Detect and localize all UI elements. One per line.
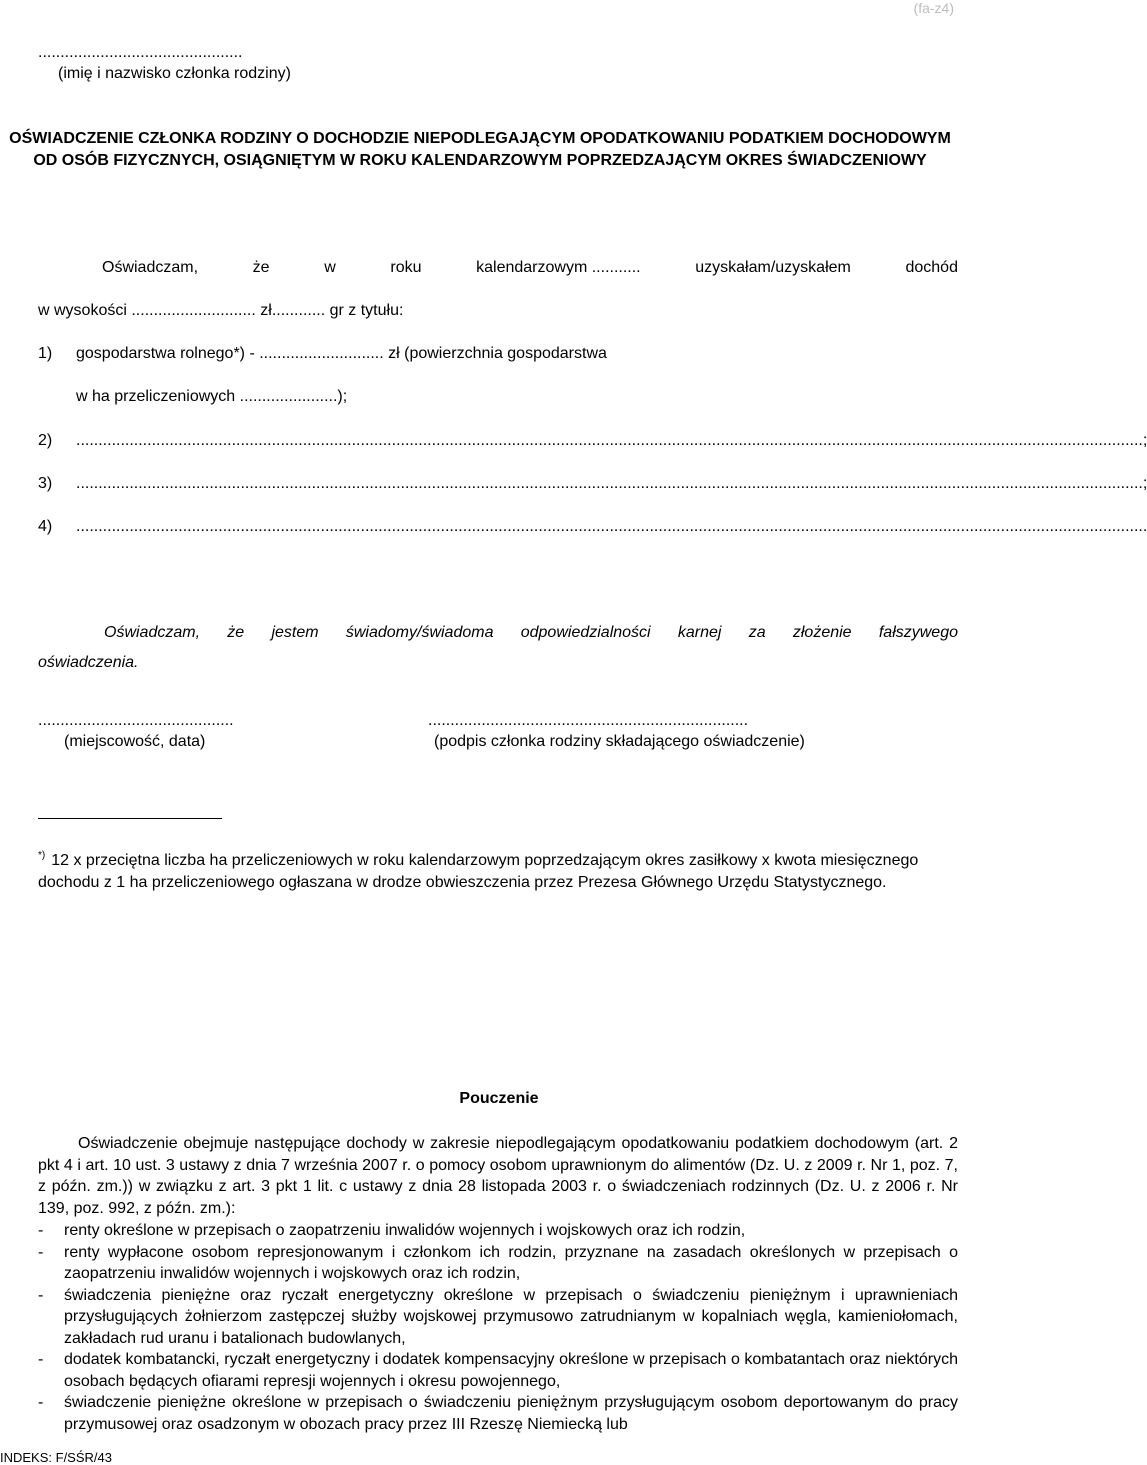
item-dots: ................................................................................................................................................................................................................................................ bbox=[76, 518, 1143, 535]
instruction-heading: Pouczenie bbox=[459, 1090, 539, 1107]
name-caption: (imię i nazwisko członka rodziny) bbox=[58, 65, 291, 82]
word: roku bbox=[390, 259, 422, 276]
form-code-tag: (fa-z4) bbox=[913, 0, 954, 16]
word: jestem bbox=[271, 624, 319, 641]
list-item bbox=[38, 1285, 958, 1350]
word: że bbox=[252, 259, 270, 276]
item-end: . bbox=[1142, 518, 1147, 535]
declaration-line-2: w wysokości ............................ zł............ gr z tytułu: bbox=[38, 302, 404, 319]
list-item bbox=[38, 1392, 958, 1435]
item-dots: ................................................................................................................................................................................................................................................ bbox=[76, 432, 1143, 449]
statement-line-1 bbox=[104, 624, 958, 642]
footnote-mark: *) bbox=[38, 850, 46, 861]
declaration-item-3 bbox=[38, 475, 1147, 493]
item-number: 1) bbox=[38, 345, 53, 362]
footnote bbox=[38, 845, 938, 894]
word: Oświadczam, bbox=[104, 624, 201, 641]
name-dotted-line: .............................................. bbox=[38, 44, 243, 61]
declaration-item-1 bbox=[38, 345, 607, 363]
word: fałszywego bbox=[878, 624, 958, 641]
signature-caption: (podpis członka rodziny składającego oświadczenie) bbox=[434, 733, 805, 750]
item-end: ; bbox=[1142, 475, 1147, 492]
word: świadomy/świadoma bbox=[345, 624, 494, 641]
word: za bbox=[748, 624, 766, 641]
list-dash: - bbox=[38, 1351, 44, 1368]
word: Oświadczam, bbox=[102, 259, 199, 276]
item-number: 2) bbox=[38, 432, 53, 449]
word: kalendarzowym ........... bbox=[476, 259, 641, 276]
index-code: INDEKS: F/SŚR/43 bbox=[0, 1450, 112, 1465]
item-number: 3) bbox=[38, 475, 53, 492]
list-item bbox=[38, 1220, 958, 1242]
declaration-line-1 bbox=[102, 259, 958, 277]
declaration-item-2 bbox=[38, 432, 1147, 450]
statement-line-2: oświadczenia. bbox=[38, 654, 139, 671]
list-item bbox=[38, 1242, 958, 1285]
list-dash: - bbox=[38, 1286, 44, 1304]
footnote-separator bbox=[38, 818, 222, 819]
list-dash: - bbox=[38, 1243, 44, 1261]
word: odpowiedzialności bbox=[520, 624, 651, 641]
place-date-dotted-line: ............................................ bbox=[38, 712, 234, 729]
signature-dotted-line: ........................................................................ bbox=[428, 712, 749, 729]
footnote-text: 12 x przeciętna liczba ha przeliczeniowych w roku kalendarzowym poprzedzającym okres zasiłkowy x kwota miesięcznego dochodu z 1 ha przeliczeniowego ogłaszana w drodze obwieszczenia przez Prezesa Głównego Urzędu Statystycznego. bbox=[38, 852, 919, 891]
list-item-text: świadczenia pieniężne oraz ryczałt energetyczny określone w przepisach o świadczeniu pieniężnym i uprawnieniach przysługujących żołnierzom zastępczej służby wojskowej przymusowo zatrudnianym w kopalniach węgla, kamieniołomach, zakładach rud uranu i batalionach budowlanych, bbox=[64, 1286, 958, 1347]
list-dash: - bbox=[38, 1394, 44, 1411]
declaration-item-1-continued: w ha przeliczeniowych ......................); bbox=[76, 388, 348, 405]
place-date-caption: (miejscowość, data) bbox=[64, 733, 206, 750]
instruction-intro: Oświadczenie obejmuje następujące dochody w zakresie niepodlegającym opodatkowaniu podatkiem dochodowym (art. 2 pkt 4 i art. 10 ust. 3 ustawy z dnia 7 września 2007 r. o pomocy osobom uprawnionym do alimentów (Dz. U. z 2009 r. Nr 1, poz. 7, z późn. zm.)) w związku z art. 3 pkt 1 lit. c ustawy z dnia 28 listopada 2003 r. o świadczeniach rodzinnych (Dz. U. z 2006 r. Nr 139, poz. 992, z późn. zm.): bbox=[38, 1135, 958, 1217]
list-item-text: renty wypłacone osobom represjonowanym i członkom ich rodzin, przyznane na zasadach określonych w przepisach o zaopatrzeniu inwalidów wojennych i wojskowych oraz ich rodzin, bbox=[64, 1243, 958, 1282]
list-item-text: dodatek kombatancki, ryczałt energetyczny i dodatek kompensacyjny określone w przepisach o kombatantach oraz niektórych osobach będących ofiarami represji wojennych i okresu powojennego, bbox=[64, 1351, 958, 1390]
list-item bbox=[38, 1349, 958, 1392]
item-number: 4) bbox=[38, 518, 53, 535]
list-dash: - bbox=[38, 1222, 44, 1239]
declaration-item-4 bbox=[38, 518, 1147, 536]
item-text: gospodarstwa rolnego*) - ............................ zł (powierzchnia gospodarstwa bbox=[76, 345, 607, 362]
word: karnej bbox=[677, 624, 722, 641]
list-item-text: świadczenie pieniężne określone w przepisach o świadczeniu pieniężnym przysługującym osobom deportowanym do pracy przymusowej oraz osadzonym w obozach pracy przez III Rzeszę Niemiecką lub bbox=[64, 1394, 958, 1433]
item-dots: ................................................................................................................................................................................................................................................ bbox=[76, 475, 1143, 492]
list-item-text: renty określone w przepisach o zaopatrzeniu inwalidów wojennych i wojskowych oraz ich rodzin, bbox=[64, 1222, 746, 1239]
word: dochód bbox=[905, 259, 958, 276]
document-title: OŚWIADCZENIE CZŁONKA RODZINY O DOCHODZIE NIEPODLEGAJĄCYM OPODATKOWANIU PODATKIEM DOCHODOWYM OD OSÓB FIZYCZNYCH, OSIĄGNIĘTYM W ROKU KALENDARZOWYM POPRZEDZAJĄCYM OKRES ŚWIADCZENIOWY bbox=[9, 130, 951, 169]
word: złożenie bbox=[792, 624, 852, 641]
word: uzyskałam/uzyskałem bbox=[695, 259, 851, 276]
item-end: ; bbox=[1142, 432, 1147, 449]
word: że bbox=[227, 624, 245, 641]
word: w bbox=[324, 259, 336, 276]
income-list bbox=[38, 1220, 958, 1435]
